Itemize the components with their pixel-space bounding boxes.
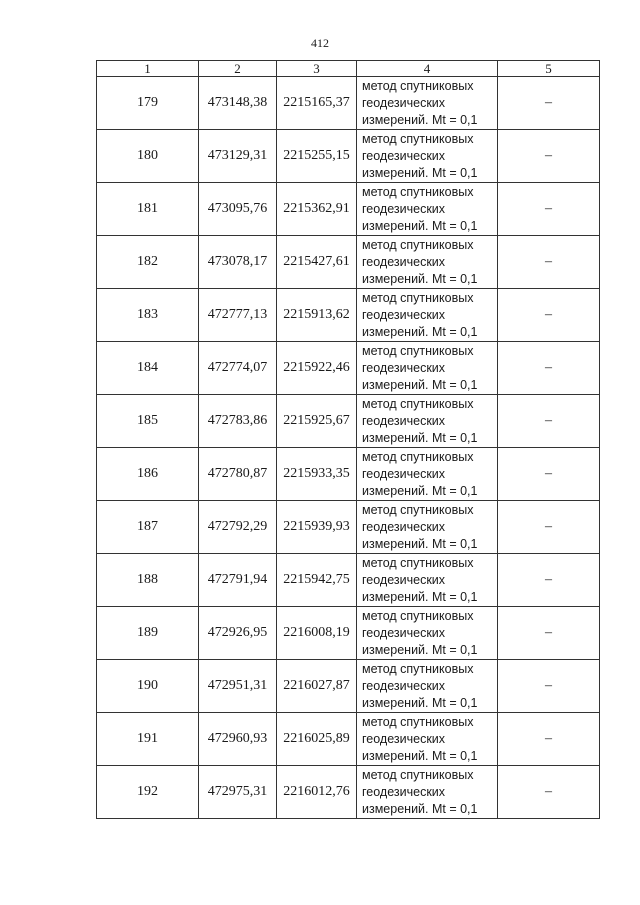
point-number-cell: 187	[97, 501, 199, 554]
header-col-2: 2	[199, 61, 277, 77]
point-number-cell: 185	[97, 395, 199, 448]
method-line-3: измерений. Mt = 0,1	[362, 271, 478, 286]
point-number-cell: 180	[97, 130, 199, 183]
method-cell	[357, 607, 498, 660]
method-line-1: метод спутниковых	[362, 184, 474, 199]
method-cell	[357, 501, 498, 554]
method-line-1: метод спутниковых	[362, 555, 474, 570]
x-coordinate-cell: 472926,95	[199, 607, 277, 660]
method-line-2: геодезических	[362, 148, 446, 163]
method-cell	[357, 395, 498, 448]
point-number-cell: 186	[97, 448, 199, 501]
column-5-cell: –	[498, 660, 600, 713]
point-number-cell: 181	[97, 183, 199, 236]
point-number-cell: 179	[97, 77, 199, 130]
method-cell	[357, 713, 498, 766]
method-line-1: метод спутниковых	[362, 396, 474, 411]
header-col-3: 3	[277, 61, 357, 77]
table-row	[97, 236, 600, 289]
method-cell	[357, 77, 498, 130]
y-coordinate-cell: 2215913,62	[277, 289, 357, 342]
table-row	[97, 448, 600, 501]
table-row	[97, 289, 600, 342]
column-5-cell: –	[498, 766, 600, 819]
method-line-1: метод спутниковых	[362, 661, 474, 676]
header-col-1: 1	[97, 61, 199, 77]
method-line-3: измерений. Mt = 0,1	[362, 430, 478, 445]
column-5-cell: –	[498, 342, 600, 395]
method-line-2: геодезических	[362, 519, 446, 534]
y-coordinate-cell: 2216025,89	[277, 713, 357, 766]
method-line-3: измерений. Mt = 0,1	[362, 801, 478, 816]
point-number-cell: 191	[97, 713, 199, 766]
column-5-cell: –	[498, 183, 600, 236]
x-coordinate-cell: 472774,07	[199, 342, 277, 395]
column-5-cell: –	[498, 289, 600, 342]
method-line-2: геодезических	[362, 784, 446, 799]
table-row	[97, 130, 600, 183]
method-cell	[357, 766, 498, 819]
table-body	[97, 77, 600, 819]
method-line-3: измерений. Mt = 0,1	[362, 695, 478, 710]
point-number-cell: 189	[97, 607, 199, 660]
method-line-1: метод спутниковых	[362, 78, 474, 93]
table-row	[97, 77, 600, 130]
method-line-2: геодезических	[362, 731, 446, 746]
x-coordinate-cell: 473129,31	[199, 130, 277, 183]
column-5-cell: –	[498, 130, 600, 183]
method-cell	[357, 130, 498, 183]
point-number-cell: 188	[97, 554, 199, 607]
method-line-1: метод спутниковых	[362, 290, 474, 305]
method-cell	[357, 554, 498, 607]
x-coordinate-cell: 473078,17	[199, 236, 277, 289]
method-line-1: метод спутниковых	[362, 449, 474, 464]
method-cell	[357, 183, 498, 236]
header-col-4: 4	[357, 61, 498, 77]
column-5-cell: –	[498, 607, 600, 660]
y-coordinate-cell: 2215165,37	[277, 77, 357, 130]
y-coordinate-cell: 2216012,76	[277, 766, 357, 819]
x-coordinate-cell: 473095,76	[199, 183, 277, 236]
y-coordinate-cell: 2216008,19	[277, 607, 357, 660]
point-number-cell: 182	[97, 236, 199, 289]
method-cell	[357, 236, 498, 289]
y-coordinate-cell: 2215933,35	[277, 448, 357, 501]
point-number-cell: 190	[97, 660, 199, 713]
point-number-cell: 192	[97, 766, 199, 819]
table-row	[97, 183, 600, 236]
method-line-2: геодезических	[362, 413, 446, 428]
method-line-3: измерений. Mt = 0,1	[362, 536, 478, 551]
method-line-2: геодезических	[362, 625, 446, 640]
y-coordinate-cell: 2215255,15	[277, 130, 357, 183]
table-row	[97, 713, 600, 766]
method-line-3: измерений. Mt = 0,1	[362, 589, 478, 604]
x-coordinate-cell: 473148,38	[199, 77, 277, 130]
table-header	[97, 61, 600, 77]
method-line-2: геодезических	[362, 678, 446, 693]
method-line-1: метод спутниковых	[362, 714, 474, 729]
y-coordinate-cell: 2215925,67	[277, 395, 357, 448]
method-line-1: метод спутниковых	[362, 343, 474, 358]
column-5-cell: –	[498, 77, 600, 130]
table-row	[97, 342, 600, 395]
x-coordinate-cell: 472777,13	[199, 289, 277, 342]
point-number-cell: 184	[97, 342, 199, 395]
method-line-3: измерений. Mt = 0,1	[362, 483, 478, 498]
method-line-3: измерений. Mt = 0,1	[362, 165, 478, 180]
column-5-cell: –	[498, 501, 600, 554]
coordinates-table	[96, 60, 600, 819]
method-line-3: измерений. Mt = 0,1	[362, 642, 478, 657]
column-5-cell: –	[498, 236, 600, 289]
method-line-1: метод спутниковых	[362, 131, 474, 146]
method-line-2: геодезических	[362, 201, 446, 216]
table-row	[97, 554, 600, 607]
y-coordinate-cell: 2216027,87	[277, 660, 357, 713]
method-line-3: измерений. Mt = 0,1	[362, 748, 478, 763]
method-line-2: геодезических	[362, 360, 446, 375]
method-line-3: измерений. Mt = 0,1	[362, 377, 478, 392]
table-row	[97, 395, 600, 448]
method-cell	[357, 660, 498, 713]
column-5-cell: –	[498, 713, 600, 766]
method-line-3: измерений. Mt = 0,1	[362, 324, 478, 339]
method-cell	[357, 448, 498, 501]
x-coordinate-cell: 472792,29	[199, 501, 277, 554]
column-5-cell: –	[498, 448, 600, 501]
table-row	[97, 501, 600, 554]
x-coordinate-cell: 472783,86	[199, 395, 277, 448]
x-coordinate-cell: 472951,31	[199, 660, 277, 713]
method-line-2: геодезических	[362, 466, 446, 481]
method-line-2: геодезических	[362, 307, 446, 322]
method-line-3: измерений. Mt = 0,1	[362, 218, 478, 233]
method-line-1: метод спутниковых	[362, 502, 474, 517]
y-coordinate-cell: 2215922,46	[277, 342, 357, 395]
header-col-5: 5	[498, 61, 600, 77]
y-coordinate-cell: 2215942,75	[277, 554, 357, 607]
y-coordinate-cell: 2215427,61	[277, 236, 357, 289]
column-5-cell: –	[498, 395, 600, 448]
y-coordinate-cell: 2215362,91	[277, 183, 357, 236]
method-line-1: метод спутниковых	[362, 767, 474, 782]
method-line-2: геодезических	[362, 95, 446, 110]
method-line-1: метод спутниковых	[362, 237, 474, 252]
x-coordinate-cell: 472975,31	[199, 766, 277, 819]
y-coordinate-cell: 2215939,93	[277, 501, 357, 554]
method-line-2: геодезических	[362, 254, 446, 269]
x-coordinate-cell: 472791,94	[199, 554, 277, 607]
table-row	[97, 607, 600, 660]
point-number-cell: 183	[97, 289, 199, 342]
column-5-cell: –	[498, 554, 600, 607]
table-row	[97, 660, 600, 713]
x-coordinate-cell: 472960,93	[199, 713, 277, 766]
x-coordinate-cell: 472780,87	[199, 448, 277, 501]
page-number: 412	[311, 36, 329, 50]
method-cell	[357, 342, 498, 395]
method-line-2: геодезических	[362, 572, 446, 587]
header-row	[97, 61, 600, 77]
table-row	[97, 766, 600, 819]
method-cell	[357, 289, 498, 342]
method-line-1: метод спутниковых	[362, 608, 474, 623]
method-line-3: измерений. Mt = 0,1	[362, 112, 478, 127]
